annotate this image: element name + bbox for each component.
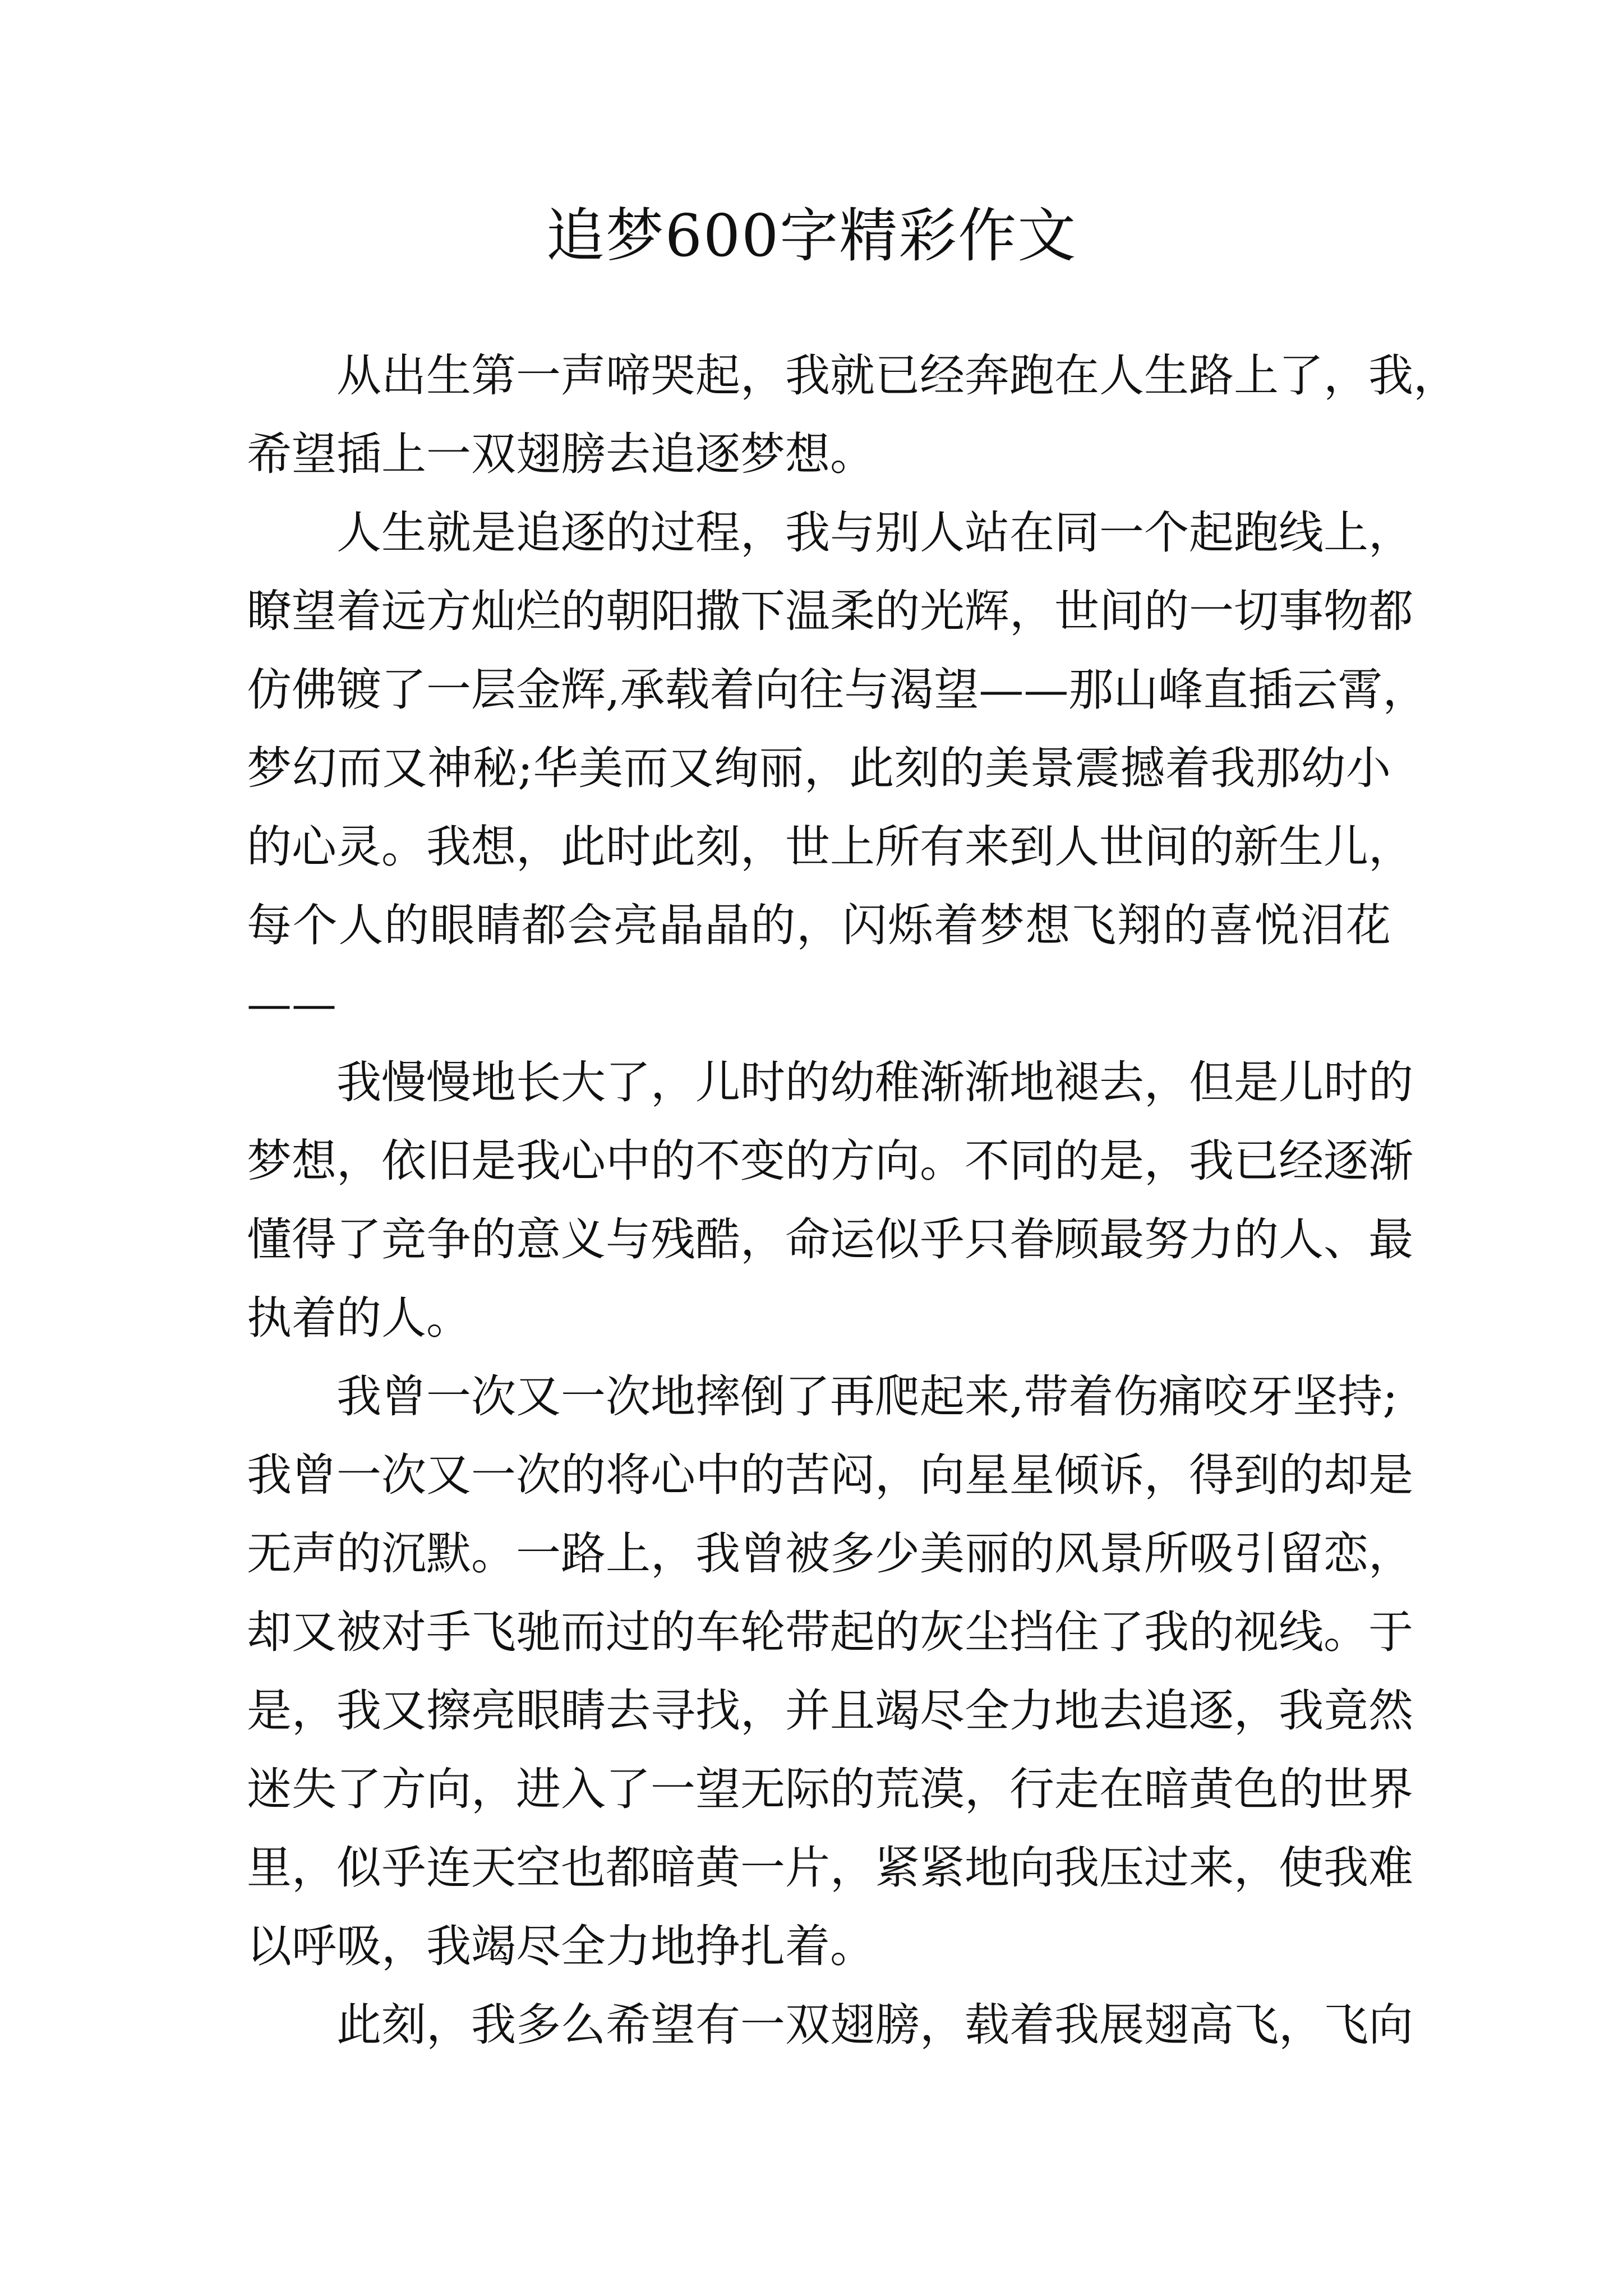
text-line: 从出生第一声啼哭起，我就已经奔跑在人生路上了，我， — [336, 349, 1458, 402]
text-line: 无声的沉默。一路上，我曾被多少美丽的风景所吸引留恋， — [247, 1527, 1413, 1580]
document-body — [247, 337, 1458, 2064]
paragraph — [247, 1358, 1413, 1986]
text-line: 迷失了方向，进入了一望无际的荒漠，行走在暗黄色的世界 — [247, 1763, 1413, 1815]
text-line: 是，我又擦亮眼睛去寻找，并且竭尽全力地去追逐，我竟然 — [247, 1685, 1413, 1737]
text-line: 执着的人。 — [247, 1292, 471, 1344]
text-line: 我曾一次又一次地摔倒了再爬起来,带着伤痛咬牙坚持; — [336, 1370, 1398, 1423]
text-line: 里，似乎连天空也都暗黄一片，紧紧地向我压过来，使我难 — [247, 1842, 1413, 1894]
text-line: 梦想，依旧是我心中的不变的方向。不同的是，我已经逐渐 — [247, 1135, 1413, 1187]
text-line: 希望插上一双翅膀去追逐梦想。 — [247, 428, 875, 480]
text-line: 懂得了竞争的意义与残酷，命运似乎只眷顾最努力的人、最 — [247, 1213, 1413, 1266]
paragraph — [247, 1043, 1413, 1358]
paragraph — [247, 494, 1428, 1043]
paragraph — [247, 337, 1458, 494]
text-line: 仿佛镀了一层金辉,承载着向往与渴望——那山峰直插云霄， — [247, 664, 1428, 716]
text-line: —— — [247, 978, 336, 1030]
text-line: 却又被对手飞驰而过的车轮带起的灰尘挡住了我的视线。于 — [247, 1606, 1413, 1658]
text-line: 人生就是追逐的过程，我与别人站在同一个起跑线上， — [336, 507, 1413, 559]
text-line: 的心灵。我想，此时此刻，世上所有来到人世间的新生儿， — [247, 821, 1413, 873]
document-title: 追梦600字精彩作文 — [546, 201, 1077, 270]
text-line: 此刻，我多么希望有一双翅膀，载着我展翅高飞，飞向 — [336, 1999, 1413, 2051]
text-line: 梦幻而又神秘;华美而又绚丽，此刻的美景震撼着我那幼小 — [247, 742, 1391, 794]
text-line: 瞭望着远方灿烂的朝阳撒下温柔的光辉，世间的一切事物都 — [247, 585, 1413, 637]
paragraph — [247, 1986, 1413, 2064]
text-line: 以呼吸，我竭尽全力地挣扎着。 — [247, 1920, 875, 1972]
text-line: 每个人的眼睛都会亮晶晶的，闪烁着梦想飞翔的喜悦泪花 — [247, 899, 1391, 951]
text-line: 我慢慢地长大了，儿时的幼稚渐渐地褪去，但是儿时的 — [336, 1056, 1413, 1108]
text-line: 我曾一次又一次的将心中的苦闷，向星星倾诉，得到的却是 — [247, 1449, 1413, 1501]
